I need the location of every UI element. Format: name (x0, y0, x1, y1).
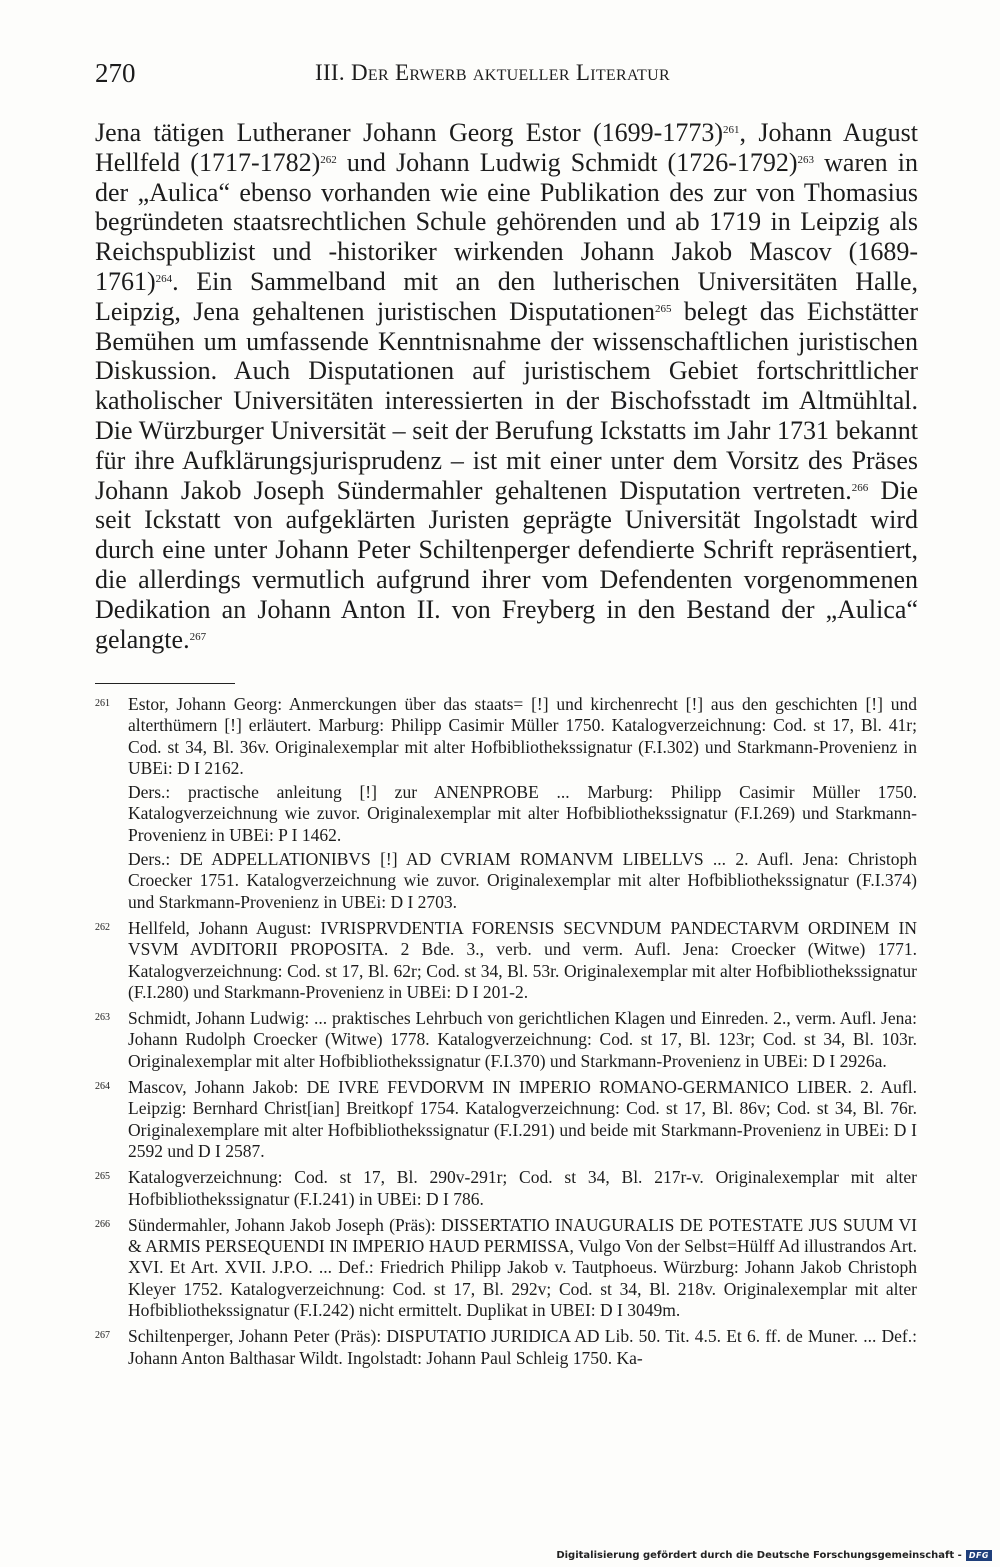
text-run: belegt das Eichstätter Bemühen um umfassende Kenntnisnahme der wissenschaftlichen juristischen Diskussion. Auch Disputationen auf juristischem Gebiet fortschrittlicher katholischer Universitäten interessierten in der Bischofsstadt im Altmühltal. Die Würzburger Universität – seit der Berufung Ickstatts im Jahr 1731 bekannt für ihre Aufklärungsjurisprudenz – ist mit einer unter dem Vorsitz des Präses Johann Jakob Joseph Sündermahler gehaltenen Disputation vertreten. (95, 296, 919, 505)
footnote (95, 1008, 917, 1072)
footnote-text: Hellfeld, Johann August: IVRISPRVDENTIA FORENSIS SECVNDUM PANDECTARVM ORDINEM IN VSVM AVDITORII PROPOSITA. 2 Bde. 3., verb. und verm. Aufl. Jena: Croecker (Witwe) 1771. Katalogverzeichnung: Cod. st 17, Bl. 62r; Cod. st 34, Bl. 53r. Originalexemplar mit alter Hofbibliothekssignatur (F.I.280) und Starkmann-Provenienz in UBEi: D I 201-2. (128, 917, 917, 1002)
footnote-text: Mascov, Johann Jakob: DE IVRE FEVDORVM IN IMPERIO ROMANO-GERMANICO LIBER. 2. Aufl. Leipzig: Bernhard Christ[ian] Breitkopf 1754. Katalogverzeichnung: Cod. st 17, Bl. 86v; Cod. st 34, Bl. 76r. Originalexemplare mit alter Hofbibliothekssignatur (F.I.291) und beide mit Starkmann-Provenienz in UBEi: D I 2592 und D I 2587. (128, 1077, 917, 1161)
page-footer (556, 1548, 992, 1562)
footnote-number: 266 (95, 1218, 110, 1230)
text-run: . Ein Sammelband mit an den lutherischen Universitäten Halle, Leipzig, Jena gehaltenen juristischen Disputationen (95, 266, 918, 326)
footnote-text: Katalogverzeichnung: Cod. st 17, Bl. 290v-291r; Cod. st 34, Bl. 217r-v. Originalexemplar mit alter Hofbibliothekssignatur (F.I.241) in UBEi: D I 786. (128, 1167, 917, 1209)
footnote-separator (95, 683, 235, 684)
footnote (95, 1167, 917, 1210)
footnote (95, 694, 917, 913)
footnote-marker[interactable]: 263 (797, 153, 815, 166)
footnote-marker[interactable]: 267 (189, 630, 207, 643)
text-run: und Johann Ludwig Schmidt (1726-1792) (336, 147, 798, 177)
main-text (95, 118, 918, 654)
footnote-text: Ders.: DE ADPELLATIONIBVS [!] AD CVRIAM ROMANVM LIBELLVS ... 2. Aufl. Jena: Christoph Croecker 1751. Katalogverzeichnung wie zuvor. Originalexemplar mit alter Hofbibliothekssignatur (F.I.374) und Starkmann-Provenienz in UBEi: D I 2703. (128, 849, 917, 912)
body-paragraph (95, 118, 918, 654)
footnote-text: Sündermahler, Johann Jakob Joseph (Präs): DISSERTATIO INAUGURALIS DE POTESTATE JUS SUUM VI & ARMIS PERSEQUENDI IN IMPERIO HAUD PERMISSA, Vulgo Von der Selbst=Hülff Ad illustrandos Art. XVI. Et Art. XVII. J.P.O. ... Def.: Friedrich Philipp Jakob v. Tautphoeus. Würzburg: Johann Jakob Christoph Kleyer 1752. Katalogverzeichnung: Cod. st 17, Bl. 292v; Cod. st 34, Bl. 218v. Originalexemplar mit alter Hofbibliothekssignatur (F.I.242) nicht ermittelt. Duplikat in UBEI: D I 3049m. (128, 1214, 917, 1321)
footer-text: Digitalisierung gefördert durch die Deutsche Forschungsgemeinschaft - (556, 1549, 962, 1561)
footnote-marker[interactable]: 266 (851, 481, 869, 494)
footnote-text: Ders.: practische anleitung [!] zur ANENPROBE ... Marburg: Philipp Casimir Müller 1750. Katalogverzeichnung wie zuvor. Originalexemplar mit alter Hofbibliothekssignatur (F.I.269) und Starkmann-Provenienz in UBEi: P I 1462. (128, 782, 917, 845)
footnote-number: 267 (95, 1330, 110, 1342)
footnote (95, 918, 917, 1003)
footnote-text: Schmidt, Johann Ludwig: ... praktisches Lehrbuch von gerichtlichen Klagen und Einreden. 2., verm. Aufl. Jena: Johann Rudolph Croecker (Witwe) 1778. Katalogverzeichnung: Cod. st 17, Bl. 123r; Cod. st 34, Bl. 103r. Originalexemplar mit alter Hofbibliothekssignatur (F.I.370) und Starkmann-Provenienz in UBEi: D I 2926a. (128, 1008, 917, 1071)
footnote-marker[interactable]: 264 (155, 272, 173, 285)
footnote-marker[interactable]: 265 (655, 302, 672, 315)
footnote (95, 1326, 917, 1369)
text-run: Jena tätigen Lutheraner Johann Georg Estor (1699-1773) (95, 118, 723, 147)
footnote-marker[interactable]: 261 (723, 124, 740, 136)
running-title: III. Der Erwerb aktueller Literatur (315, 60, 670, 85)
footnote-text: Schiltenperger, Johann Peter (Präs): DISPUTATIO JURIDICA AD Lib. 50. Tit. 4.5. Et 6. ff. de Muner. ... Def.: Johann Anton Balthasar Wildt. Ingolstadt: Johann Paul Schleig 1750. Ka- (128, 1326, 917, 1368)
footnote-text: Estor, Johann Georg: Anmerckungen über das staats= [!] und kirchenrecht [!] aus den geschichten [!] und alterthümern [!] erläutert. Marburg: Philipp Casimir Müller 1750. Katalogverzeichnung: Cod. st 17, Bl. 41r; Cod. st 34, Bl. 36v. Originalexemplar mit alter Hofbibliothekssignatur (F.I.302) und Starkmann-Provenienz in UBEi: D I 2162. (128, 694, 917, 778)
footnote-number: 261 (95, 698, 110, 709)
text-run: , Johann August Hellfeld (1717-1782) (95, 118, 919, 177)
footnotes (95, 694, 917, 1374)
footnote-number: 264 (95, 1081, 110, 1093)
footnote-marker[interactable]: 262 (320, 153, 337, 166)
footnote-number: 263 (95, 1012, 110, 1024)
footnote-number: 262 (95, 921, 110, 933)
footnote (95, 1077, 917, 1162)
page-number: 270 (95, 58, 136, 88)
text-run: Die seit Ickstatt von aufgeklärten Juristen geprägte Universität Ingolstadt wird durch eine unter Johann Peter Schiltenperger defendierte Schrift repräsentiert, die allerdings vermutlich aufgrund ihrer vom Defendenten vorgenommenen Dedikation an Johann Anton II. von Freyberg in den Bestand der „Aulica“ gelangte. (95, 475, 918, 654)
dfg-logo: DFG (966, 1550, 992, 1561)
footnote (95, 1215, 917, 1321)
text-run: waren in der „Aulica“ ebenso vorhanden wie eine Publikation des zur von Thomasius begründeten staatsrechtlichen Schule gehörenden und ab 1719 in Leipzig als Reichspublizist und -historiker wirkenden Johann Jakob Mascov (1689-1761) (95, 147, 918, 296)
footnote-number: 265 (95, 1171, 110, 1183)
running-header (95, 58, 917, 92)
